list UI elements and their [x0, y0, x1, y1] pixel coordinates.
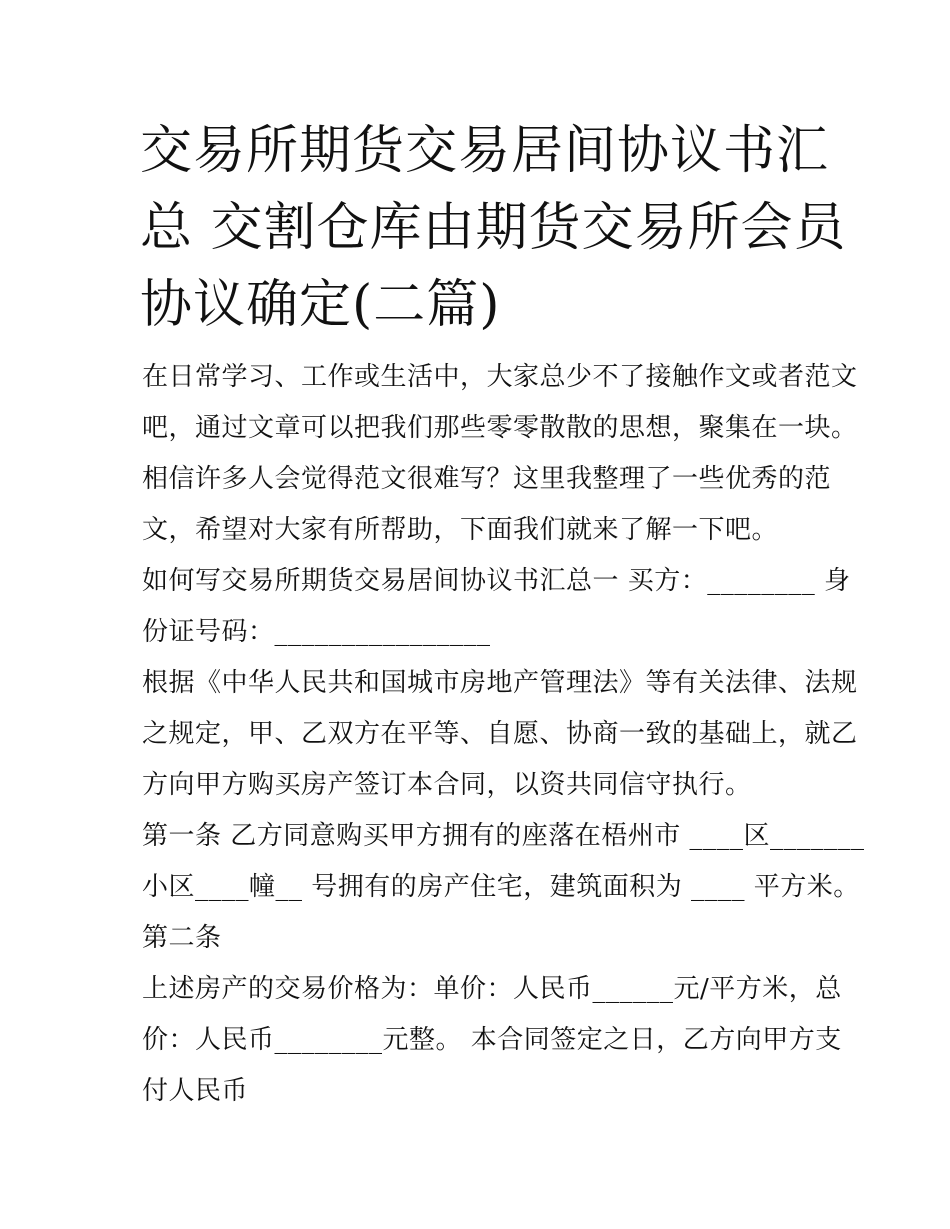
body-line: 份证号码：________________ [142, 617, 491, 647]
body-line: 第一条 乙方同意购买甲方拥有的座落在梧州市 ____区_______ [142, 821, 865, 851]
body-line: 相信许多人会觉得范文很难写？这里我整理了一些优秀的范 [142, 464, 832, 494]
body-line: 如何写交易所期货交易居间协议书汇总一 买方：________ 身 [142, 566, 851, 596]
body-line: 上述房产的交易价格为：单价：人民币______元/平方米，总 [142, 974, 842, 1004]
body-line: 价：人民币________元整。 本合同签定之日，乙方向甲方支 [142, 1025, 842, 1055]
body-line: 之规定，甲、乙双方在平等、自愿、协商一致的基础上，就乙 [142, 719, 858, 749]
body-line: 吧，通过文章可以把我们那些零零散散的思想，聚集在一块。 [142, 413, 858, 443]
title-line: 协议确定(二篇) [140, 275, 501, 335]
document-body [142, 352, 865, 1117]
body-line: 根据《中华人民共和国城市房地产管理法》等有关法律、法规 [142, 668, 858, 698]
body-line: 文，希望对大家有所帮助，下面我们就来了解一下吧。 [142, 515, 779, 545]
body-line: 小区____幢__ 号拥有的房产住宅，建筑面积为 ____ 平方米。 [142, 872, 860, 902]
title-line: 交易所期货交易居间协议书汇 [140, 121, 830, 181]
document-title [140, 113, 847, 344]
body-line: 付人民币 [142, 1076, 249, 1106]
body-line: 在日常学习、工作或生活中，大家总少不了接触作文或者范文 [142, 362, 858, 392]
body-line: 方向甲方购买房产签订本合同，以资共同信守执行。 [142, 770, 752, 800]
body-line: 第二条 [142, 923, 222, 953]
title-line: 总 交割仓库由期货交易所会员 [140, 198, 847, 258]
